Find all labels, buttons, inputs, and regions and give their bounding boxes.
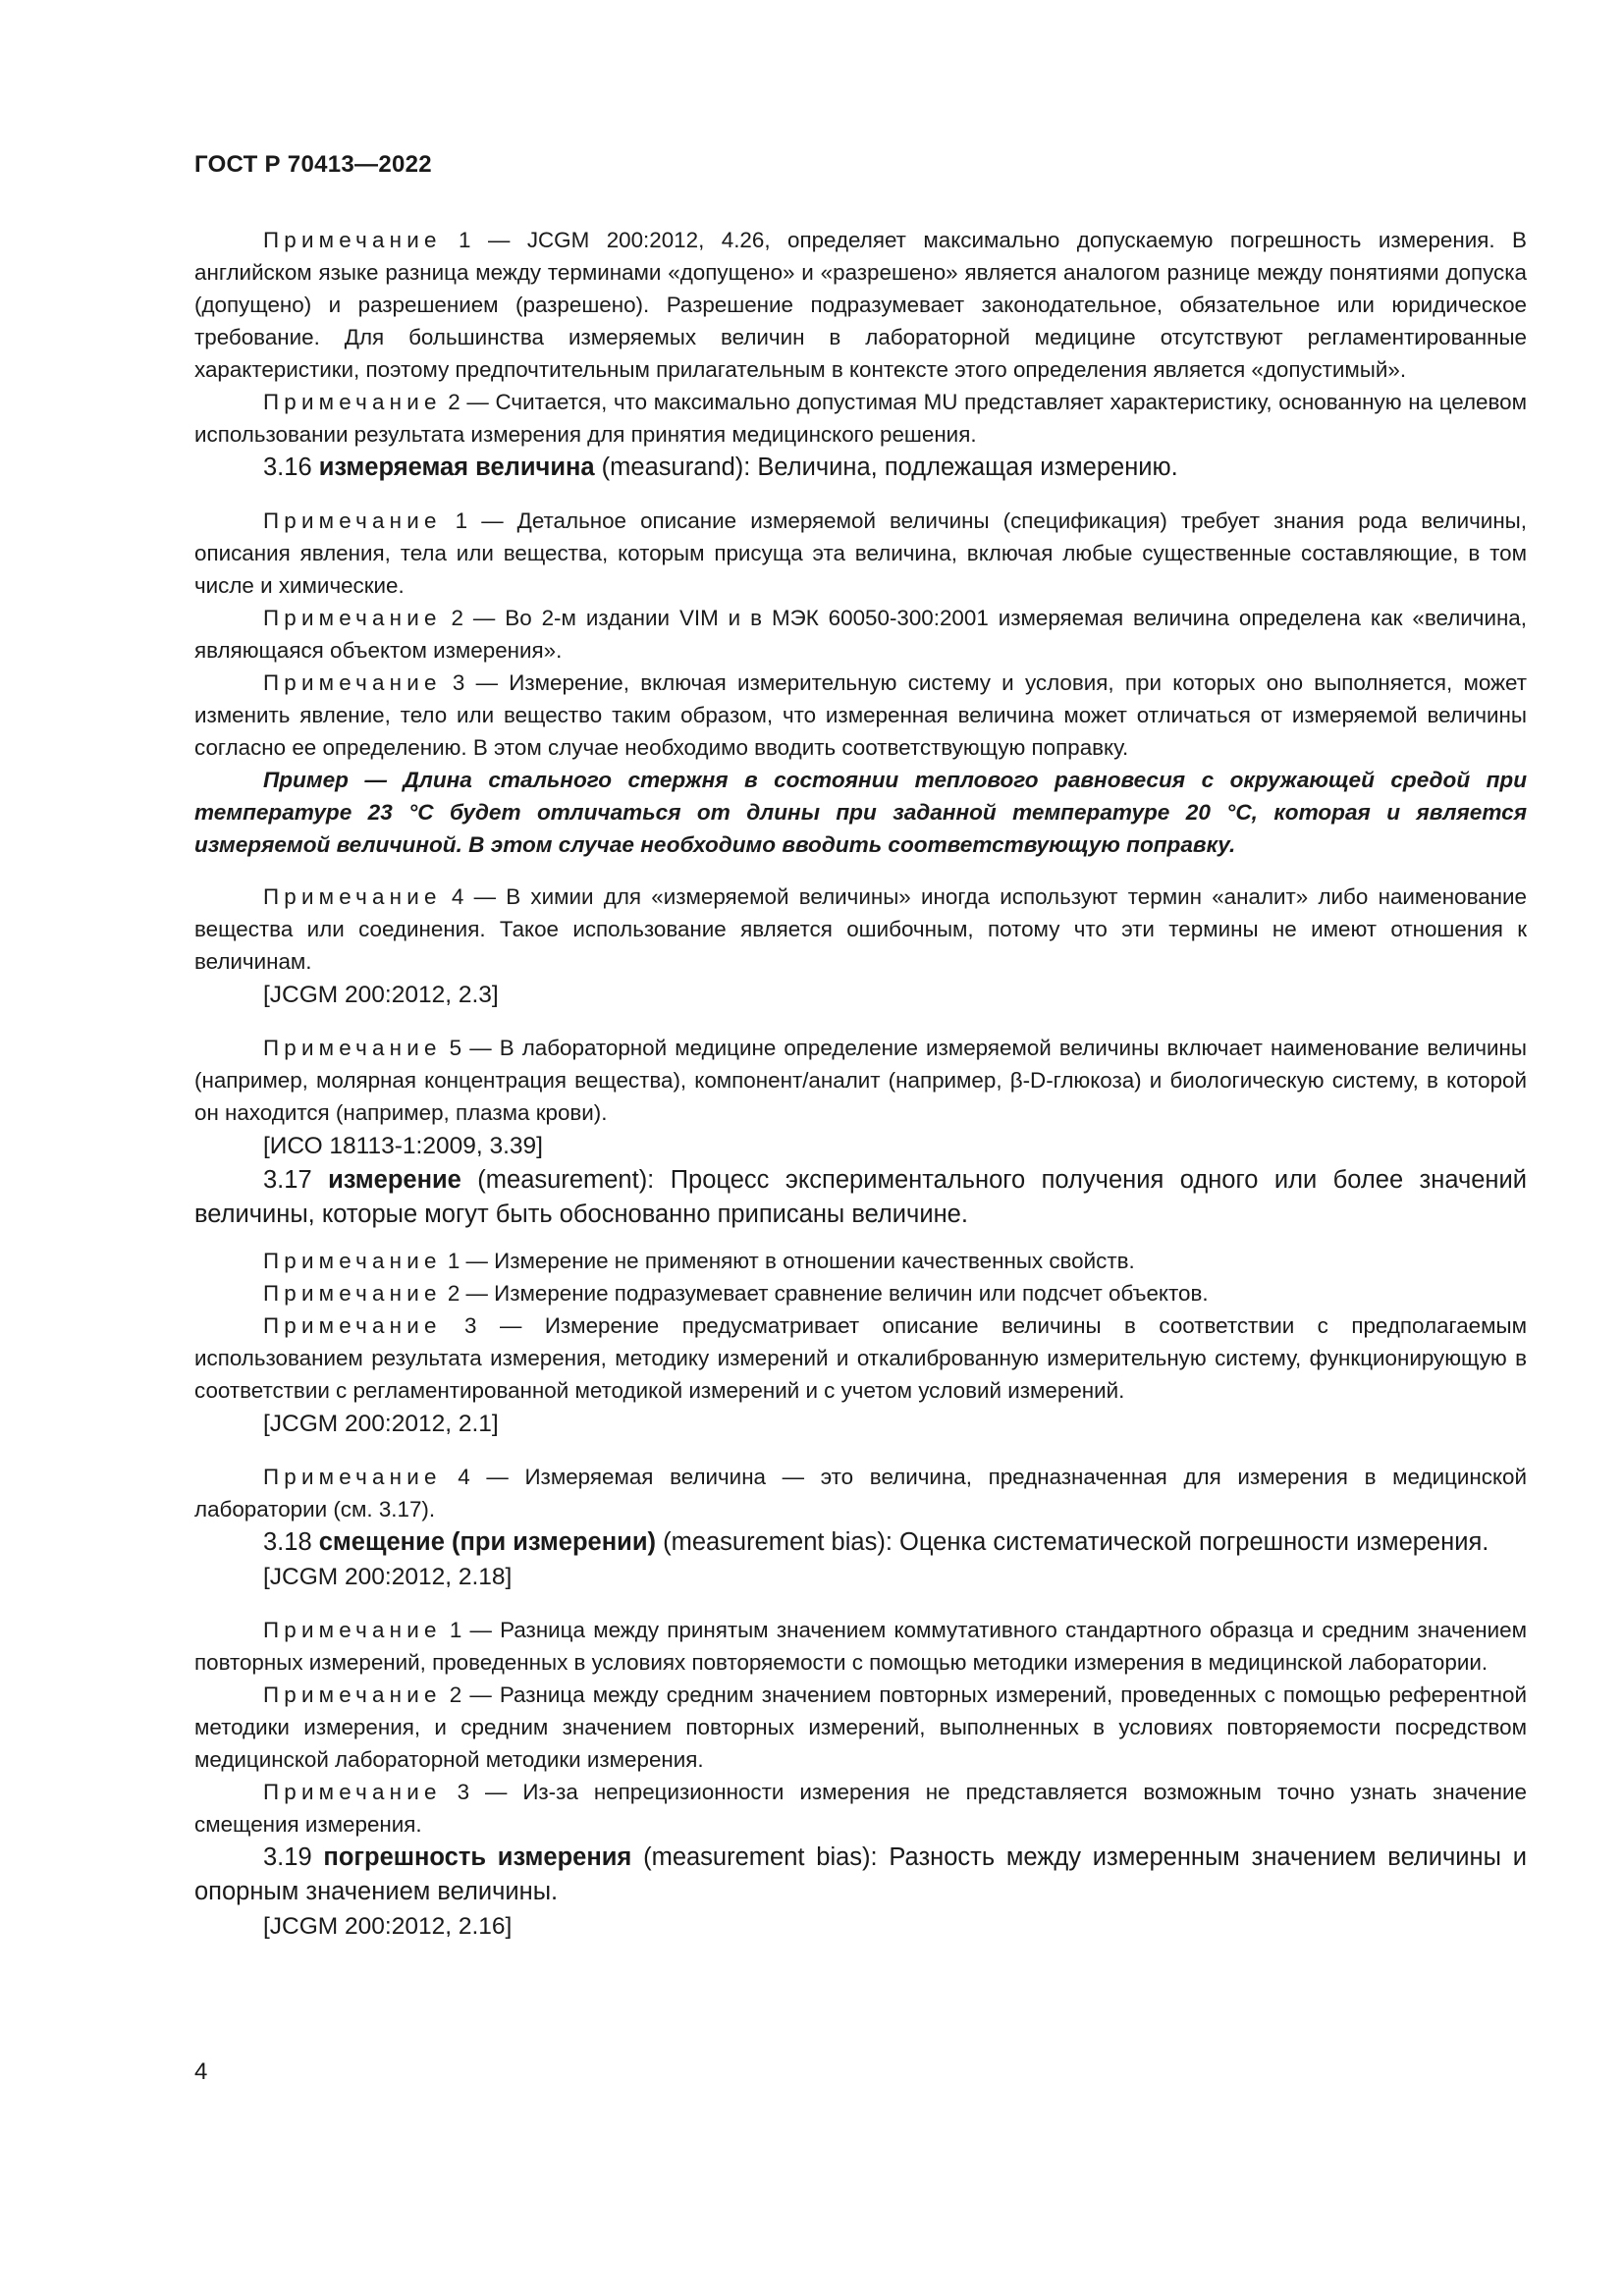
page-number: 4 [194, 2058, 208, 2085]
document-header: ГОСТ Р 70413—2022 [194, 151, 432, 178]
source-reference: [JCGM 200:2012, 2.16] [263, 1913, 513, 1940]
term-name: измеряемая величина [318, 454, 595, 481]
note-label: Примечание [263, 884, 442, 909]
term-3-19: 3.19 погрешность измерения (measurement bias): Разность между измеренным значением величины и опорным значением величины. [194, 1843, 1527, 1905]
note-3-18-3: Примечание 3 — Из-за непрецизионности измерения не представляется возможным точно узнать значение смещения измерения. [194, 1780, 1527, 1837]
note-label: Примечание [263, 1618, 442, 1642]
note-3-16-5: Примечание 5 — В лабораторной медицине определение измеряемой величины включает наименование величины (например, молярная концентрация вещества), компонент/аналит (например, β-D-глюкоза) и биологическую систему, в которой он находится (например, плазма крови). [194, 1036, 1527, 1125]
note-label: Примечание [263, 606, 442, 630]
note-label: Примечание [263, 1465, 442, 1489]
note-3-17-1: Примечание 1 — Измерение не применяют в отношении качественных свойств. [263, 1249, 1135, 1273]
note-3-17-4: Примечание 4 — Измеряемая величина — это величина, предназначенная для измерения в медицинской лаборатории (см. 3.17). [194, 1465, 1527, 1522]
note-label: Примечание [263, 1780, 442, 1804]
document-body [194, 224, 1527, 1944]
term-name: смещение (при измерении) [318, 1528, 656, 1556]
source-reference: [JCGM 200:2012, 2.1] [263, 1411, 499, 1437]
example-paragraph: Пример — Длина стального стержня в состоянии теплового равновесия с окружающей средой при температуре 23 °С будет отличаться от длины при заданной температуре 20 °С, которая и является измеряемой величиной. В этом случае необходимо вводить соответствующую поправку. [194, 768, 1527, 857]
source-reference: [JCGM 200:2012, 2.3] [263, 982, 499, 1008]
source-reference: [JCGM 200:2012, 2.18] [263, 1564, 513, 1590]
note-3-16-3: Примечание 3 — Измерение, включая измерительную систему и условия, при которых оно выполняется, может изменить явление, тело или вещество таким образом, что измеренная величина может отличаться от измеряемой величины согласно ее определению. В этом случае необходимо вводить соответствующую поправку. [194, 670, 1527, 760]
note-label: Примечание [263, 1313, 442, 1338]
note-label: Примечание [263, 670, 442, 695]
term-name: измерение [328, 1166, 461, 1194]
note-3-16-2: Примечание 2 — Во 2-м издании VIM и в МЭК 60050-300:2001 измеряемая величина определена как «величина, являющаяся объектом измерения». [194, 606, 1527, 663]
note-label: Примечание [263, 1682, 442, 1707]
note-3-16-4: Примечание 4 — В химии для «измеряемой величины» иногда используют термин «аналит» либо наименование вещества или соединения. Такое использование является ошибочным, потому что эти термины не имеют отношения к величинам. [194, 884, 1527, 974]
term-3-18: 3.18 смещение (при измерении) (measurement bias): Оценка систематической погрешности измерения. [263, 1528, 1489, 1556]
note-label: Примечание [263, 1036, 442, 1060]
note-3-18-2: Примечание 2 — Разница между средним значением повторных измерений, проведенных с помощью референтной методики измерения, и средним значением повторных измерений, выполненных в условиях повторяемости посредством медицинской лабораторной методики измерения. [194, 1682, 1527, 1772]
note-label: Примечание [263, 1281, 442, 1306]
note-3-15-2: Примечание 2 — Считается, что максимально допустимая MU представляет характеристику, основанную на целевом использовании результата измерения для принятия медицинского решения. [194, 390, 1527, 447]
source-reference: [ИСО 18113-1:2009, 3.39] [263, 1133, 543, 1159]
note-3-18-1: Примечание 1 — Разница между принятым значением коммутативного стандартного образца и средним значением повторных измерений, проведенных в условиях повторяемости с помощью методики измерения в медицинской лаборатории. [194, 1618, 1527, 1675]
note-3-17-2: Примечание 2 — Измерение подразумевает сравнение величин или подсчет объектов. [263, 1281, 1209, 1306]
note-label: Примечание [263, 390, 442, 414]
term-name: погрешность измерения [323, 1843, 632, 1871]
term-3-17: 3.17 измерение (measurement): Процесс экспериментального получения одного или более значений величины, которые могут быть обоснованно приписаны величине. [194, 1166, 1527, 1228]
note-3-15-1: Примечание 1 — JCGM 200:2012, 4.26, определяет максимально допускаемую погрешность измерения. В английском языке разница между терминами «допущено» и «разрешено» является аналогом разнице между понятиями допуска (допущено) и разрешением (разрешено). Разрешение подразумевает законодательное, обязательное или юридическое требование. Для большинства измеряемых величин в лабораторной медицине отсутствуют регламентированные характеристики, поэтому предпочтительным прилагательным в контексте этого определения является «допустимый». [194, 228, 1527, 382]
note-3-17-3: Примечание 3 — Измерение предусматривает описание величины в соответствии с предполагаемым использованием результата измерения, методику измерений и откалиброванную измерительную систему, функционирующую в соответствии с регламентированной методикой измерений и с учетом условий измерений. [194, 1313, 1527, 1403]
note-label: Примечание [263, 228, 442, 252]
note-label: Примечание [263, 1249, 442, 1273]
note-3-16-1: Примечание 1 — Детальное описание измеряемой величины (спецификация) требует знания рода величины, описания явления, тела или вещества, которым присуща эта величина, включая любые существенные составляющие, в том числе и химические. [194, 508, 1527, 598]
term-3-16: 3.16 измеряемая величина (measurand): Величина, подлежащая измерению. [263, 454, 1178, 481]
note-label: Примечание [263, 508, 442, 533]
